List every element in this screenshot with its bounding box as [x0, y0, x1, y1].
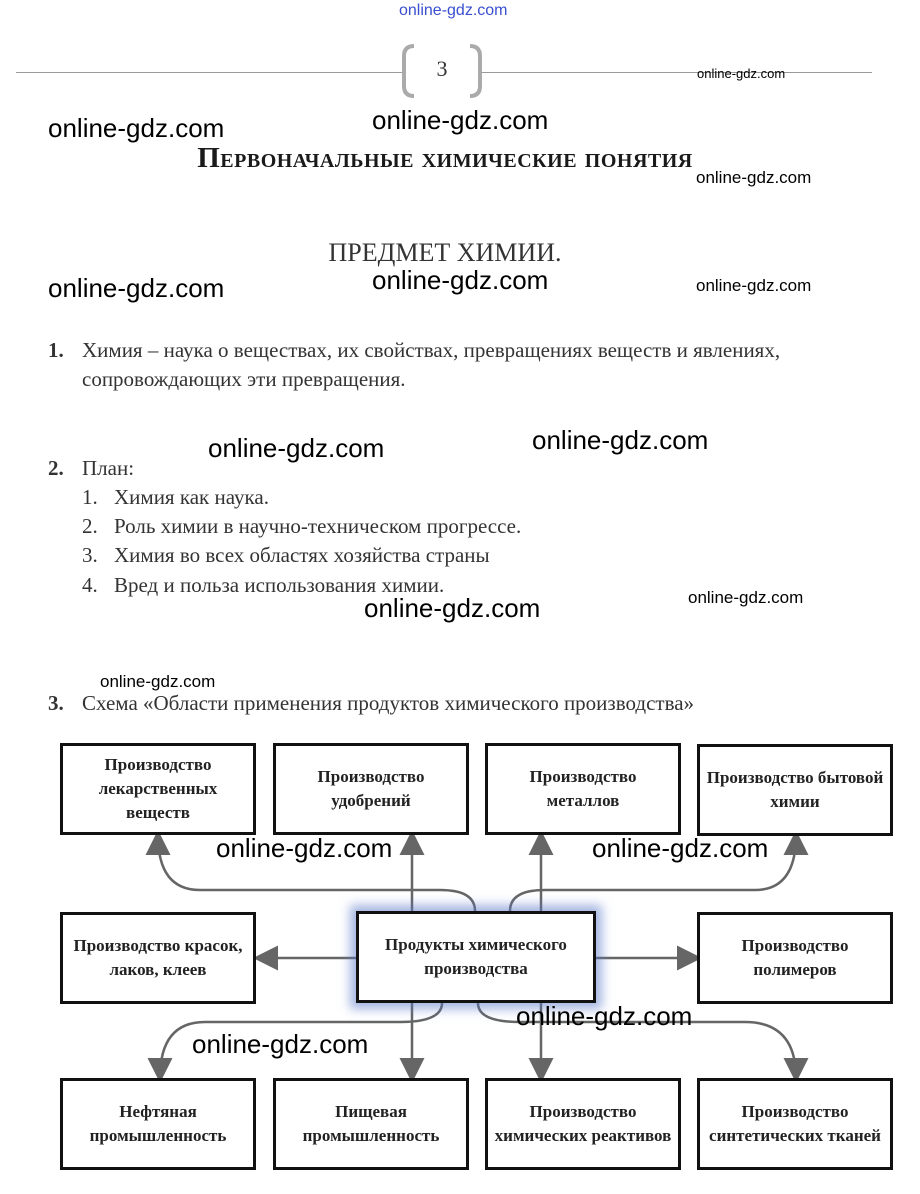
- watermark: online-gdz.com: [372, 265, 549, 295]
- box-fertilizers: Производство удобрений: [273, 743, 469, 835]
- plan-item-1: Химия как наука.: [114, 485, 269, 509]
- watermark: online-gdz.com: [399, 2, 508, 19]
- watermark: online-gdz.com: [48, 273, 225, 303]
- page-title: Первоначальные химические понятия: [197, 142, 693, 174]
- box-paints: Производство красок, лаков, клеев: [60, 912, 256, 1004]
- watermark: online-gdz.com: [697, 66, 786, 81]
- box-household-chemicals: Производство бытовой химии: [697, 744, 893, 836]
- watermark: online-gdz.com: [100, 672, 216, 691]
- watermark: online-gdz.com: [516, 1001, 693, 1031]
- plan-item-4: Вред и польза использования химии.: [114, 573, 445, 597]
- page-number: 3: [436, 56, 448, 81]
- watermark: online-gdz.com: [696, 168, 812, 187]
- watermark: online-gdz.com: [192, 1029, 369, 1059]
- box-metals: Производство металлов: [485, 743, 681, 835]
- watermark: online-gdz.com: [48, 113, 225, 143]
- plan-item-3: Химия во всех областях хозяйства страны: [114, 543, 490, 567]
- item-3-num: 3.: [48, 691, 64, 715]
- plan-item-1-num: 1.: [82, 485, 98, 509]
- box-polymers: Производство полимеров: [697, 912, 893, 1004]
- item-3-text: Схема «Области применения продуктов химического производства»: [82, 691, 695, 715]
- box-oil-industry: Нефтяная промышленность: [60, 1078, 256, 1170]
- watermark: online-gdz.com: [364, 593, 541, 623]
- plan-item-3-num: 3.: [82, 543, 98, 567]
- box-food-industry: Пищевая промышленность: [273, 1078, 469, 1170]
- watermark: online-gdz.com: [592, 833, 769, 863]
- item-1-line-2: сопровождающих эти превращения.: [82, 367, 406, 391]
- watermark: online-gdz.com: [208, 433, 385, 463]
- watermark: online-gdz.com: [532, 425, 709, 455]
- watermark: online-gdz.com: [216, 833, 393, 863]
- item-2-label: План:: [82, 456, 135, 480]
- plan-item-4-num: 4.: [82, 573, 98, 597]
- box-reagents: Производство химических реактивов: [485, 1078, 681, 1170]
- box-synthetic-fabrics: Производство синтетических тканей: [697, 1078, 893, 1170]
- section-title: ПРЕДМЕТ ХИМИИ.: [328, 238, 562, 267]
- watermark: online-gdz.com: [688, 588, 804, 607]
- item-2-num: 2.: [48, 456, 64, 480]
- watermark: online-gdz.com: [372, 105, 549, 135]
- plan-item-2-num: 2.: [82, 514, 98, 538]
- item-1-number: 1.: [48, 338, 64, 362]
- box-medicines: Производство лекарственных веществ: [60, 743, 256, 835]
- item-1-line-1: Химия – наука о веществах, их свойствах, превращениях веществ и явлениях,: [82, 338, 781, 362]
- plan-item-2: Роль химии в научно-техническом прогрессе.: [114, 514, 522, 538]
- box-chemical-products: Продукты химического производства: [356, 911, 596, 1003]
- watermark: online-gdz.com: [696, 276, 812, 295]
